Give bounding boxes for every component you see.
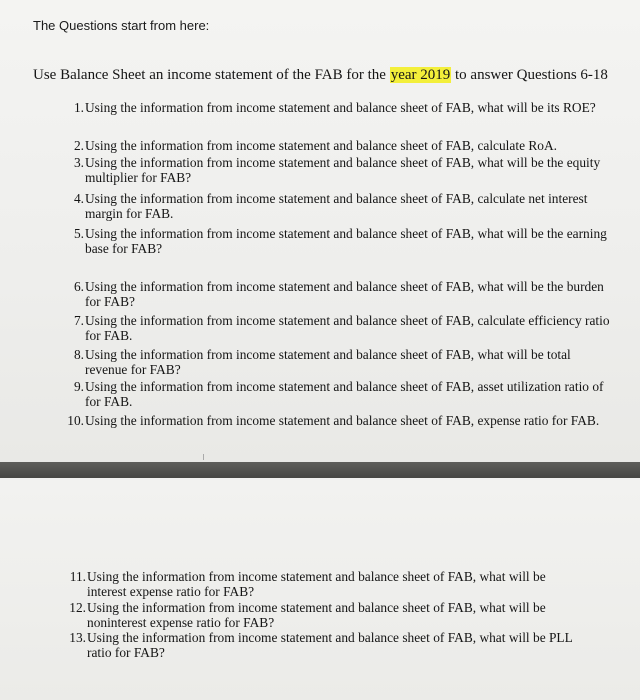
intro-text-after: to answer Questions 6-18	[451, 67, 608, 83]
question-number: 7.	[73, 313, 84, 328]
highlighted-year: year 2019	[390, 67, 451, 83]
question-text: Using the information from income statement and balance sheet of FAB, what will be total revenue for FAB?	[85, 347, 571, 377]
stray-mark	[203, 454, 204, 460]
question-text: Using the information from income statement and balance sheet of FAB, calculate RoA.	[85, 138, 558, 153]
question-number: 11.	[69, 569, 86, 584]
question-number: 6.	[73, 279, 84, 294]
intro-line	[33, 67, 608, 84]
question-item	[60, 379, 620, 409]
question-number: 5.	[73, 226, 84, 241]
question-number: 10.	[67, 413, 84, 428]
question-item	[60, 279, 620, 309]
question-item	[60, 413, 620, 428]
section-header: The Questions start from here:	[33, 18, 210, 33]
question-number: 3.	[73, 155, 84, 170]
question-text: Using the information from income statement and balance sheet of FAB, what will be the earning base for FAB?	[85, 226, 607, 256]
question-number: 9.	[73, 379, 84, 394]
question-number: 13.	[69, 630, 86, 645]
question-item	[62, 569, 582, 599]
question-item	[60, 100, 620, 115]
question-text: Using the information from income statement and balance sheet of FAB, what will be its ROE?	[85, 100, 596, 115]
question-text: Using the information from income statement and balance sheet of FAB, what will be noninterest expense ratio for FAB?	[87, 600, 546, 630]
question-number: 12.	[69, 600, 86, 615]
question-item	[60, 226, 620, 256]
question-item	[60, 347, 620, 377]
question-text: Using the information from income statement and balance sheet of FAB, calculate efficiency ratio for FAB.	[85, 313, 610, 343]
question-text: Using the information from income statement and balance sheet of FAB, what will be PLL ratio for FAB?	[87, 630, 573, 660]
question-text: Using the information from income statement and balance sheet of FAB, expense ratio for FAB.	[85, 413, 600, 428]
page-gap-divider	[0, 462, 640, 478]
question-item	[60, 191, 620, 221]
question-text: Using the information from income statement and balance sheet of FAB, what will be the burden for FAB?	[85, 279, 604, 309]
intro-text-before: Use Balance Sheet an income statement of the FAB for the	[33, 67, 390, 83]
question-text: Using the information from income statement and balance sheet of FAB, what will be interest expense ratio for FAB?	[87, 569, 546, 599]
question-item	[60, 155, 620, 185]
question-text: Using the information from income statement and balance sheet of FAB, calculate net interest margin for FAB.	[85, 191, 588, 221]
question-item	[60, 138, 620, 153]
question-text: Using the information from income statement and balance sheet of FAB, what will be the equity multiplier for FAB?	[85, 155, 601, 185]
question-number: 1.	[73, 100, 84, 115]
question-number: 8.	[73, 347, 84, 362]
question-number: 4.	[73, 191, 84, 206]
question-item	[60, 313, 620, 343]
question-number: 2.	[73, 138, 84, 153]
question-item	[62, 630, 582, 660]
question-item	[62, 600, 582, 630]
question-text: Using the information from income statement and balance sheet of FAB, asset utilization ratio of for FAB.	[85, 379, 604, 409]
